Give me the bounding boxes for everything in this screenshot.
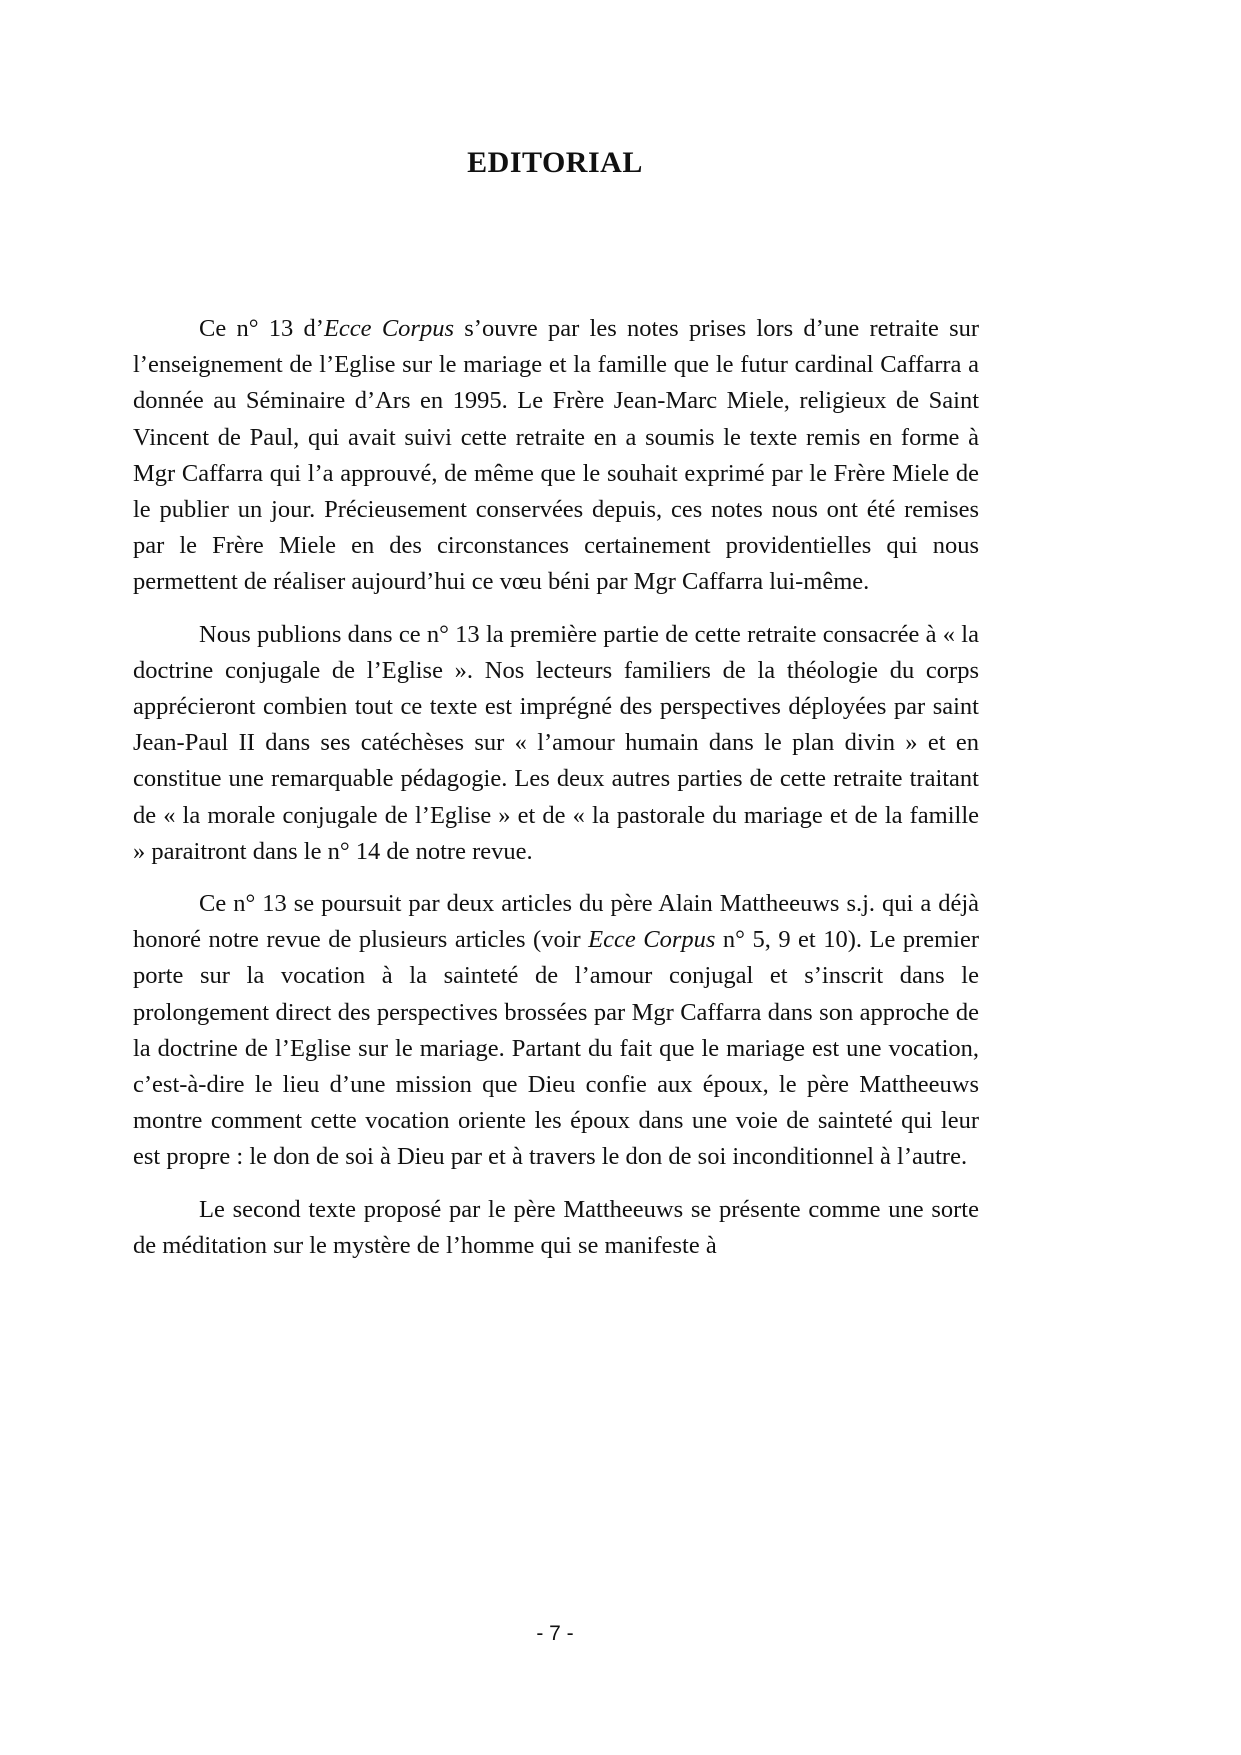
text-segment: s’ouvre par les notes prises lors d’une retraite sur l’enseignement de l’Eglise sur le mariage et la famille que le futur cardinal Caffarra a donnée au Séminaire d’Ars en 1995. Le Frère Jean-Marc Miele, religieux de Saint Vincent de Paul, qui avait suivi cette retraite en a soumis le texte remis en forme à Mgr Caffarra qui l’a approuvé, de même que le souhait exprimé par le Frère Miele de le publier un jour. Précieusement conservées depuis, ces notes nous ont été remises par le Frère Miele en des circonstances certainement providentielles qui nous permettent de réaliser aujourd’hui ce vœu béni par Mgr Caffarra lui-même. [133, 315, 980, 596]
text-segment: Nous publions dans ce n° 13 la première partie de cette retraite consacrée à « la doctrine conjugale de l’Eglise ». Nos lecteurs familiers de la théologie du corps apprécieront combien tout ce texte est imprégné des perspectives déployées par saint Jean-Paul II dans ses catéchèses sur « l’amour humain dans le plan divin » et en constitue une remarquable pédagogie. Les deux autres parties de cette retraite traitant de « la morale conjugale de l’Eglise » et de « la pastorale du mariage et de la famille » paraitront dans le n° 14 de notre revue. [133, 620, 979, 865]
paragraph-4 [133, 1192, 979, 1264]
paragraph-1 [133, 311, 979, 601]
editorial-body [133, 311, 979, 1280]
journal-title-italic: Ecce Corpus [588, 926, 716, 954]
journal-title-italic: Ecce Corpus [323, 315, 454, 342]
text-segment: Le second texte proposé par le père Mattheeuws se présente comme une sorte de méditation sur le mystère de l’homme qui se manifeste à [133, 1195, 979, 1259]
text-segment: Ce n° 13 se poursuit par deux articles du père Alain Mattheeuws s.j. qui a déjà honoré notre revue de plusieurs articles (voir [133, 890, 979, 954]
page-title: EDITORIAL [467, 146, 643, 179]
text-segment: n° 5, 9 et 10). Le premier porte sur la vocation à la sainteté de l’amour conjugal et s’inscrit dans le prolongement direct des perspectives brossées par Mgr Caffarra dans son approche de la doctrine de l’Eglise sur le mariage. Partant du fait que le mariage est une vocation, c’est-à-dire le lieu d’une mission que Dieu confie aux époux, le père Mattheeuws montre comment cette vocation oriente les époux dans une voie de sainteté qui leur est propre : le don de soi à Dieu par et à travers le don de soi inconditionnel à l’autre. [133, 926, 980, 1171]
page-number: - 7 - [536, 1622, 574, 1645]
paragraph-2 [133, 617, 979, 870]
paragraph-3 [133, 886, 979, 1176]
text-segment: Ce n° 13 d’ [199, 315, 324, 342]
